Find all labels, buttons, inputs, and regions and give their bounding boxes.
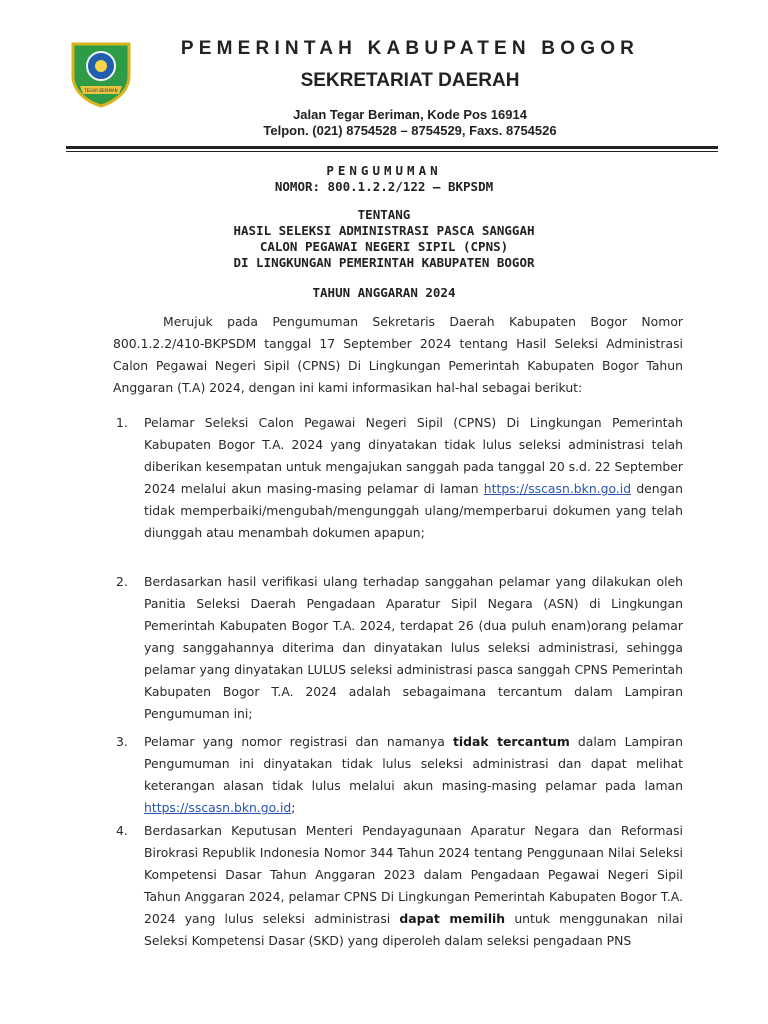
emphasis-not-listed: tidak tercantum	[452, 734, 570, 749]
intro-paragraph: Merujuk pada Pengumuman Sekretaris Daerah Kabupaten Bogor Nomor 800.1.2.2/410-BKPSDM tanggal 17 September 2024 tentang Hasil Seleksi Administrasi Calon Pegawai Negeri Sipil (CPNS) Di Lingkungan Pemerintah Kabupaten Bogor Tahun Anggaran (T.A) 2024, dengan ini kami informasikan hal-hal sebagai berikut:	[113, 314, 683, 395]
list-number: 1.	[116, 415, 128, 430]
title-line-2: CALON PEGAWAI NEGERI SIPIL (CPNS)	[259, 239, 509, 254]
announcement-number: NOMOR: 800.1.2.2/122 – BKPSDM	[274, 179, 494, 194]
budget-year: TAHUN ANGGARAN 2024	[312, 285, 456, 300]
list-number: 3.	[116, 734, 128, 749]
list-item-text: Pelamar Seleksi Calon Pegawai Negeri Sipil (CPNS) Di Lingkungan Pemerintah Kabupaten Bogor T.A. 2024 yang dinyatakan tidak lulus seleksi administrasi telah diberikan kesempatan untuk mengajukan sanggah pada tanggal 20 s.d. 22 September 2024 melalui akun masing-masing pelamar di laman https://sscasn.bkn.go.id dengan tidak memperbaiki/mengubah/mengunggah ulang/memperbarui dokumen yang telah diunggah atau menambah dokumen apapun;	[144, 415, 683, 540]
letterhead-rule-thin	[66, 151, 718, 152]
list-number: 4.	[116, 823, 128, 838]
title-line-3: DI LINGKUNGAN PEMERINTAH KABUPATEN BOGOR	[233, 255, 535, 270]
government-name: PEMERINTAH KABUPATEN BOGOR	[180, 38, 640, 59]
title-line-1: HASIL SELEKSI ADMINISTRASI PASCA SANGGAH	[233, 223, 535, 238]
emphasis-can-choose: dapat memilih	[399, 911, 506, 926]
list-number: 2.	[116, 574, 128, 589]
emblem-motto: TEGAR BERIMAN	[84, 88, 118, 93]
office-phone: Telpon. (021) 8754528 – 8754529, Faxs. 8754526	[263, 123, 557, 138]
announcement-label: PENGUMUMAN	[326, 163, 442, 178]
letterhead	[0, 0, 768, 150]
announcement-about: TENTANG	[357, 207, 411, 222]
sscasn-link[interactable]: https://sscasn.bkn.go.id	[144, 800, 292, 815]
letterhead-rule-thick	[66, 146, 718, 149]
sscasn-link[interactable]: https://sscasn.bkn.go.id	[483, 481, 632, 496]
list-item-text: Berdasarkan Keputusan Menteri Pendayagunaan Aparatur Negara dan Reformasi Birokrasi Republik Indonesia Nomor 344 Tahun 2024 tentang Penggunaan Nilai Seleksi Kompetensi Dasar Tahun Anggaran 2023 dalam Pengadaan Pegawai Negeri Sipil Tahun Anggaran 2024, pelamar CPNS Di Lingkungan Pemerintah Kabupaten Bogor T.A. 2024 yang lulus seleksi administrasi dapat memilih untuk menggunakan nilai Seleksi Kompetensi Dasar (SKD) yang diperoleh dalam seleksi pengadaan PNS	[144, 823, 683, 948]
office-name: SEKRETARIAT DAERAH	[300, 70, 520, 91]
list-item-text: Pelamar yang nomor registrasi dan namanya tidak tercantum dalam Lampiran Pengumuman ini dinyatakan tidak lulus seleksi administrasi dan dapat melihat keterangan alasan tidak lulus melalui akun masing-masing pelamar pada laman https://sscasn.bkn.go.id;	[144, 734, 683, 815]
list-item-text: Berdasarkan hasil verifikasi ulang terhadap sanggahan pelamar yang dilakukan oleh Panitia Seleksi Daerah Pengadaan Aparatur Sipil Negara (ASN) di Lingkungan Pemerintah Kabupaten Bogor T.A. 2024, terdapat 26 (dua puluh enam)orang pelamar yang sanggahannya diterima dan dinyatakan lulus seleksi administrasi, sehingga pelamar yang dinyatakan LULUS seleksi administrasi pasca sanggah CPNS Pemerintah Kabupaten Bogor T.A. 2024 adalah sebagaimana tercantum dalam Lampiran Pengumuman ini;	[144, 574, 683, 721]
office-address: Jalan Tegar Beriman, Kode Pos 16914	[293, 107, 527, 122]
bogor-regency-emblem	[68, 38, 134, 108]
